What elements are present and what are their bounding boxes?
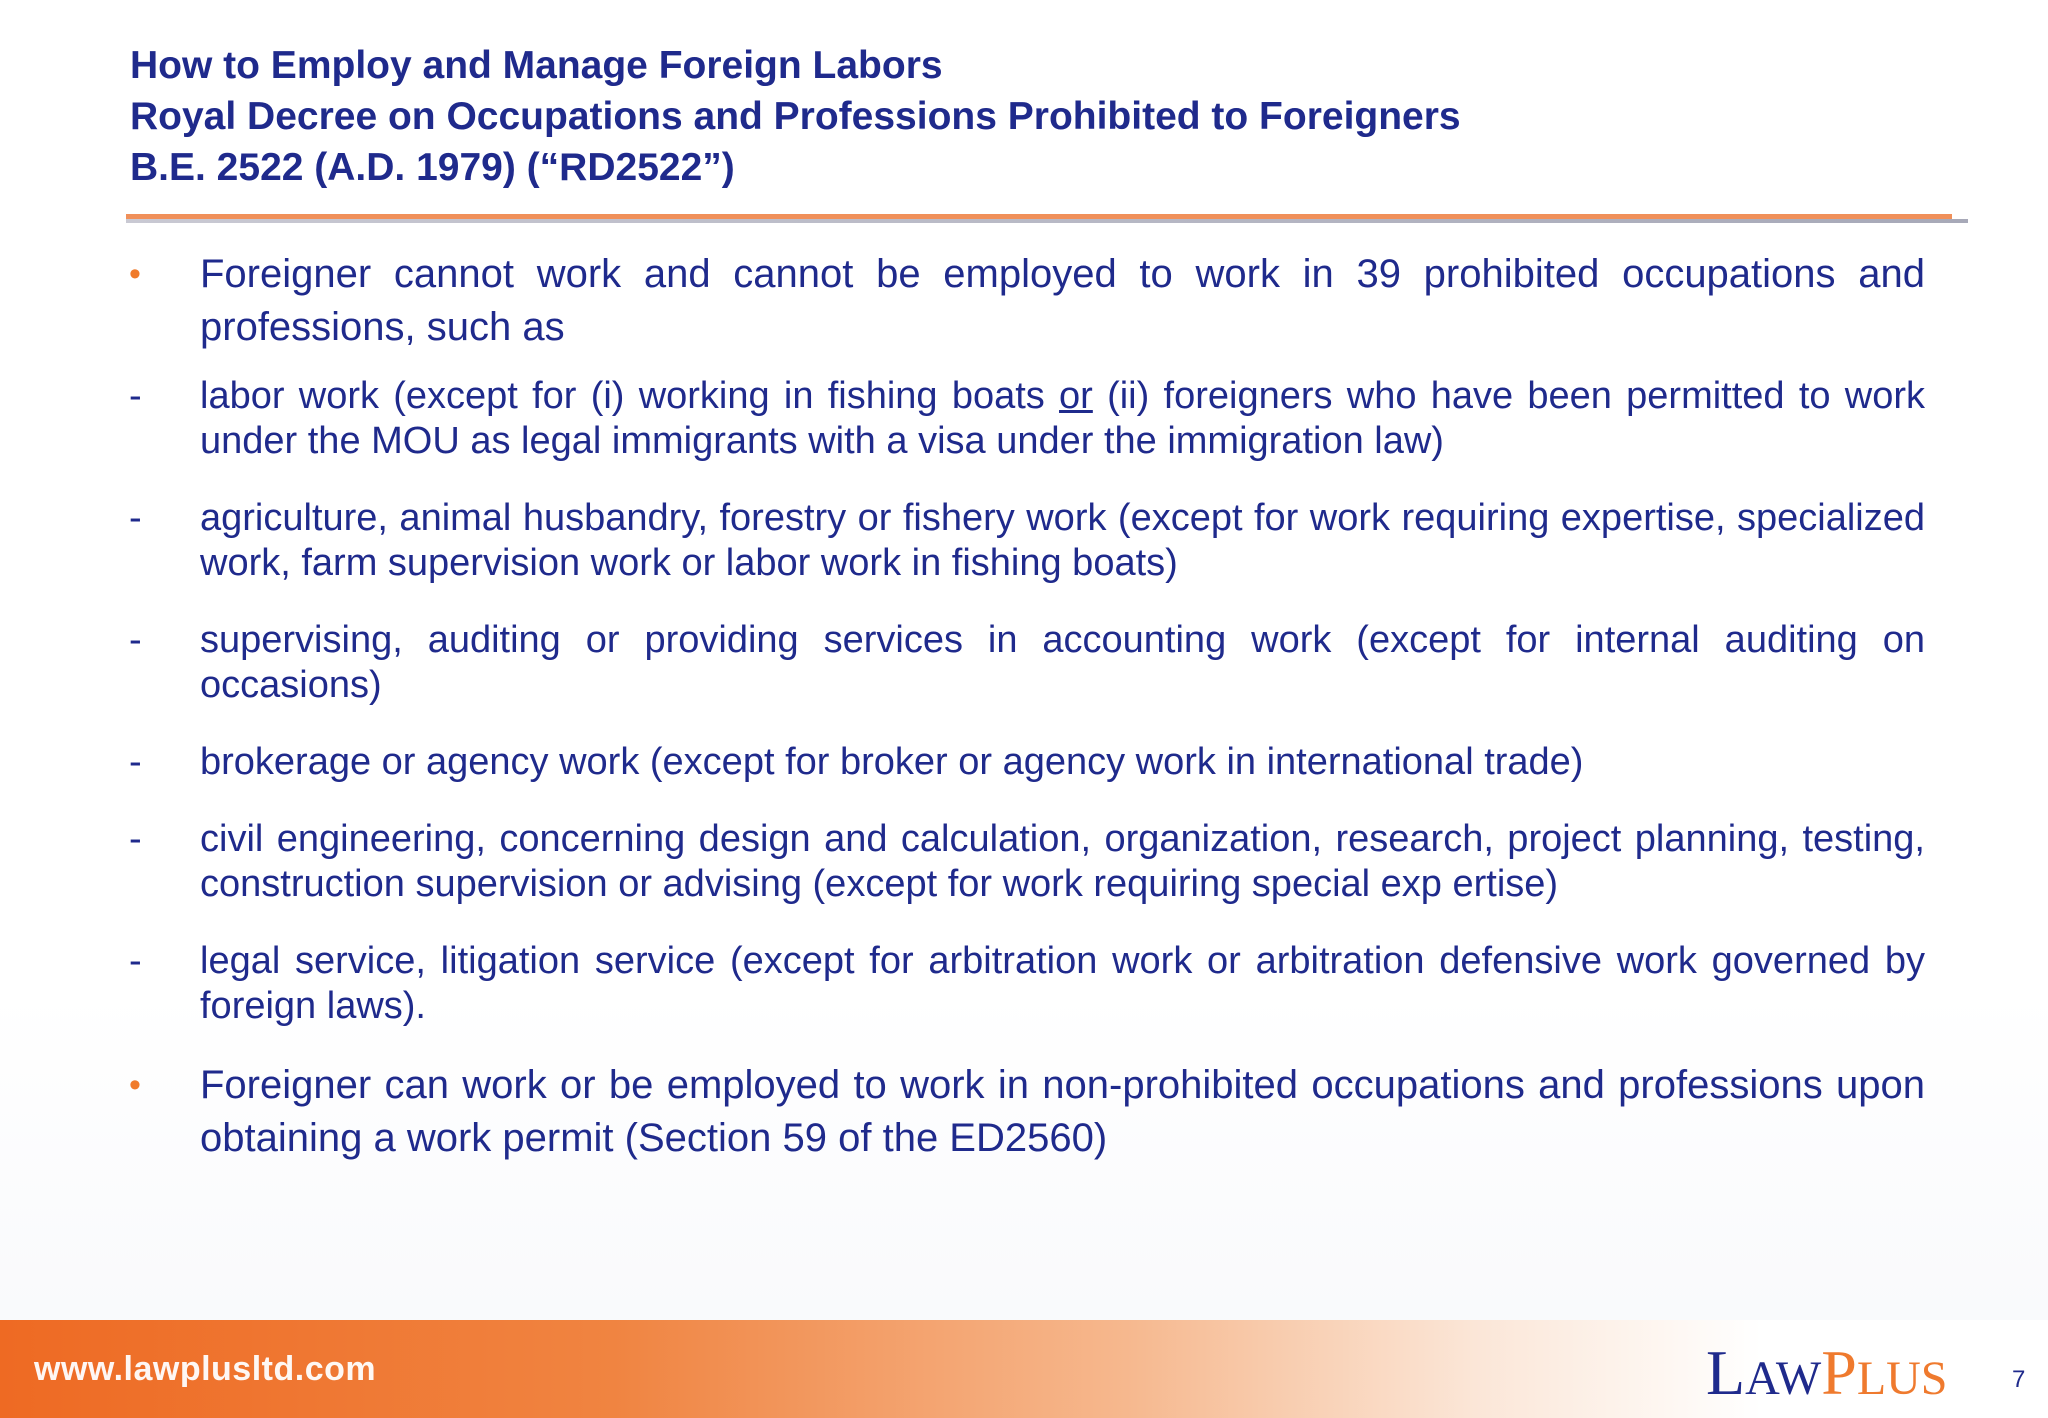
dash-item xyxy=(125,939,1925,1029)
dash-marker: - xyxy=(129,619,142,661)
bullet-text: Foreigner can work or be employed to work in non-prohibited occupations and professions upon obtaining a work permit (Section 59 of the ED2560) xyxy=(200,1063,1925,1160)
dash-text: supervising, auditing or providing services in accounting work (except for internal auditing on occasions) xyxy=(200,619,1925,706)
dash-marker: - xyxy=(129,940,142,982)
logo-plus-cap: P xyxy=(1821,1337,1857,1408)
bullet-marker: • xyxy=(129,255,141,293)
dash-text-part: (ii) foreigners who have been permitted to work under the MOU as legal immigrants with a visa under the immigration law) xyxy=(200,375,1925,462)
title-line-1: How to Employ and Manage Foreign Labors xyxy=(130,44,943,87)
logo-law-cap: L xyxy=(1706,1337,1746,1408)
title-line-3: B.E. 2522 (A.D. 1979) (“RD2522”) xyxy=(130,146,735,189)
bullet-marker: • xyxy=(129,1066,141,1104)
dash-marker: - xyxy=(129,375,142,417)
dash-item xyxy=(125,496,1925,586)
lawplus-logo xyxy=(1706,1337,1948,1408)
dash-marker: - xyxy=(129,497,142,539)
bullet-item xyxy=(125,1059,1925,1165)
dash-item xyxy=(125,817,1925,907)
slide-title xyxy=(130,40,1930,193)
dash-marker: - xyxy=(129,818,142,860)
dash-text: agriculture, animal husbandry, forestry or fishery work (except for work requiring expertise, specialized work, farm supervision work or labor work in fishing boats) xyxy=(200,497,1925,584)
page-number: 7 xyxy=(2012,1366,2026,1393)
dash-text-part: labor work (except for (i) working in fishing boats xyxy=(200,375,1060,417)
bullet-text: Foreigner cannot work and cannot be employed to work in 39 prohibited occupations and professions, such as xyxy=(200,252,1925,349)
dash-text: civil engineering, concerning design and calculation, organization, research, project planning, testing, construction supervision or advising (except for work requiring special exp ertise) xyxy=(200,818,1925,905)
logo-law-rest: AW xyxy=(1745,1352,1822,1405)
underlined-word: or xyxy=(1059,375,1093,417)
title-divider-gray xyxy=(126,219,1968,223)
dash-item xyxy=(125,618,1925,708)
dash-item xyxy=(125,740,1925,785)
dash-text: legal service, litigation service (except for arbitration work or arbitration defensive work governed by foreign laws). xyxy=(200,940,1925,1027)
title-line-2: Royal Decree on Occupations and Professions Prohibited to Foreigners xyxy=(130,95,1461,138)
slide-body xyxy=(125,248,1925,1165)
dash-item xyxy=(125,374,1925,464)
logo-plus-rest: LUS xyxy=(1856,1352,1948,1405)
website-link[interactable]: www.lawplusltd.com xyxy=(34,1350,377,1388)
bullet-item xyxy=(125,248,1925,354)
dash-text: brokerage or agency work (except for broker or agency work in international trade) xyxy=(200,741,1584,783)
dash-marker: - xyxy=(129,741,142,783)
dash-text xyxy=(200,374,1925,464)
